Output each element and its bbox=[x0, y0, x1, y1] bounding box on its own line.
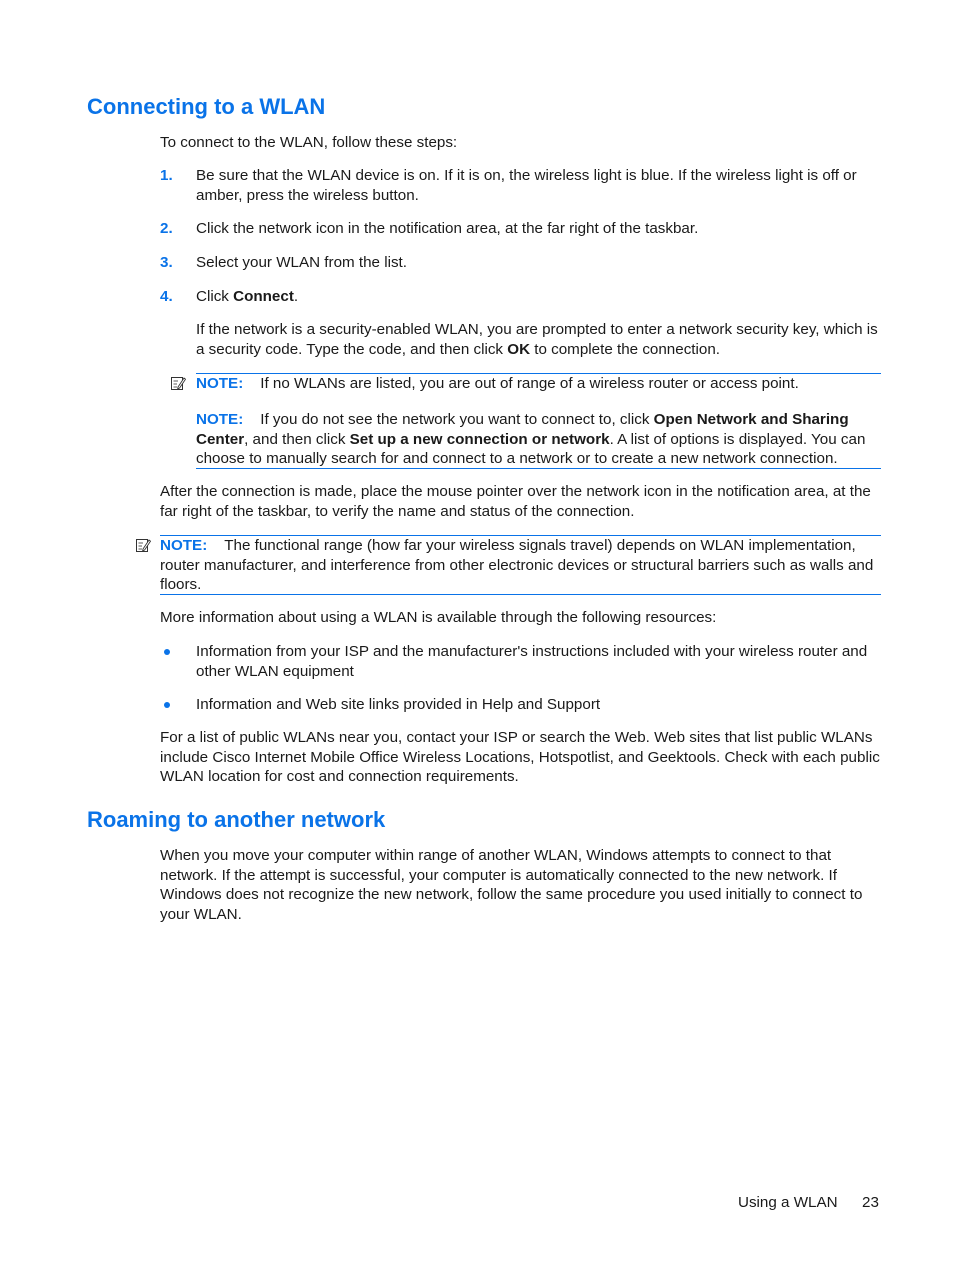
footer-section-name: Using a WLAN bbox=[738, 1194, 838, 1211]
after-connect-paragraph: After the connection is made, place the mouse pointer over the network icon in the notification area, at the far right of the taskbar, to verify the name and status of the connection. bbox=[160, 483, 871, 520]
note-rule-bottom bbox=[196, 468, 881, 469]
step-number: 2. bbox=[160, 220, 173, 237]
step-number: 4. bbox=[160, 288, 173, 305]
step4-detail-bold: OK bbox=[507, 340, 531, 358]
bullet-item: Information and Web site links provided in Help and Support bbox=[196, 696, 601, 713]
step-text: Be sure that the WLAN device is on. If it is on, the wireless light is blue. If the wireless light is off or amber, press the wireless button. bbox=[196, 167, 857, 204]
step4-detail-before: If the network is a security-enabled WLAN, you are prompted to enter a network security key, which is a security code. Type the code, and then click bbox=[196, 321, 878, 358]
note-pencil-icon bbox=[170, 375, 186, 391]
more-info-paragraph: More information about using a WLAN is available through the following resources: bbox=[160, 609, 717, 626]
note-rule-bottom bbox=[160, 594, 881, 595]
bullet-dot-icon bbox=[164, 702, 170, 708]
step-number: 3. bbox=[160, 254, 173, 271]
note-pencil-icon bbox=[135, 537, 151, 553]
note-label: NOTE: bbox=[160, 537, 208, 554]
section-heading-roaming: Roaming to another network bbox=[87, 807, 386, 832]
note-text: The functional range (how far your wireless signals travel) depends on WLAN implementation, router manufacturer, and interference from other electronic devices or structural barriers such as walls and floors. bbox=[160, 537, 874, 593]
roaming-paragraph: When you move your computer within range of another WLAN, Windows attempts to connect to that network. If the attempt is successful, your computer is automatically connected to the new network. If Windows does not recognize the new network, follow the same procedure you used initially to connect to your WLAN. bbox=[160, 847, 863, 923]
step-text bbox=[196, 287, 882, 307]
note-text-part1: If you do not see the network you want to connect to, click bbox=[260, 411, 654, 428]
note-text-part3: . A list of options is displayed. You can choose to manually search for and connect to a network or to create a new network connection. bbox=[196, 430, 866, 467]
step-number: 1. bbox=[160, 167, 173, 184]
note-2 bbox=[196, 410, 886, 469]
step4-detail bbox=[196, 320, 886, 359]
step-text-bold: Connect bbox=[233, 288, 294, 305]
public-wlans-paragraph: For a list of public WLANs near you, contact your ISP or search the Web. Web sites that list public WLANs include Cisco Internet Mobile Office Wireless Locations, Hotspotlist, and Geektools. Check with each public WLAN location for cost and connection requirements. bbox=[160, 729, 880, 785]
step4-detail-after: to complete the connection. bbox=[530, 340, 720, 358]
note-label: NOTE: bbox=[196, 375, 244, 392]
note-text: If no WLANs are listed, you are out of range of a wireless router or access point. bbox=[260, 375, 799, 392]
step-text-prefix: Click bbox=[196, 288, 234, 305]
note-1 bbox=[196, 374, 886, 394]
note-3 bbox=[160, 536, 886, 595]
intro-paragraph: To connect to the WLAN, follow these steps: bbox=[160, 134, 458, 151]
bullet-item: Information from your ISP and the manufacturer's instructions included with your wireless router and other WLAN equipment bbox=[196, 643, 868, 680]
note-label: NOTE: bbox=[196, 411, 244, 428]
section-heading-connecting: Connecting to a WLAN bbox=[87, 94, 326, 119]
note-text-bold1: Open Network and Sharing Center bbox=[196, 411, 849, 448]
bullet-dot-icon bbox=[164, 649, 170, 655]
footer-page-number: 23 bbox=[862, 1194, 879, 1211]
step-text: Click the network icon in the notification area, at the far right of the taskbar. bbox=[196, 220, 699, 237]
step-text: Select your WLAN from the list. bbox=[196, 254, 408, 271]
note-text-part2: , and then click bbox=[244, 430, 350, 448]
step-text-suffix: . bbox=[293, 288, 299, 305]
note-text-bold2: Set up a new connection or network bbox=[349, 430, 610, 448]
